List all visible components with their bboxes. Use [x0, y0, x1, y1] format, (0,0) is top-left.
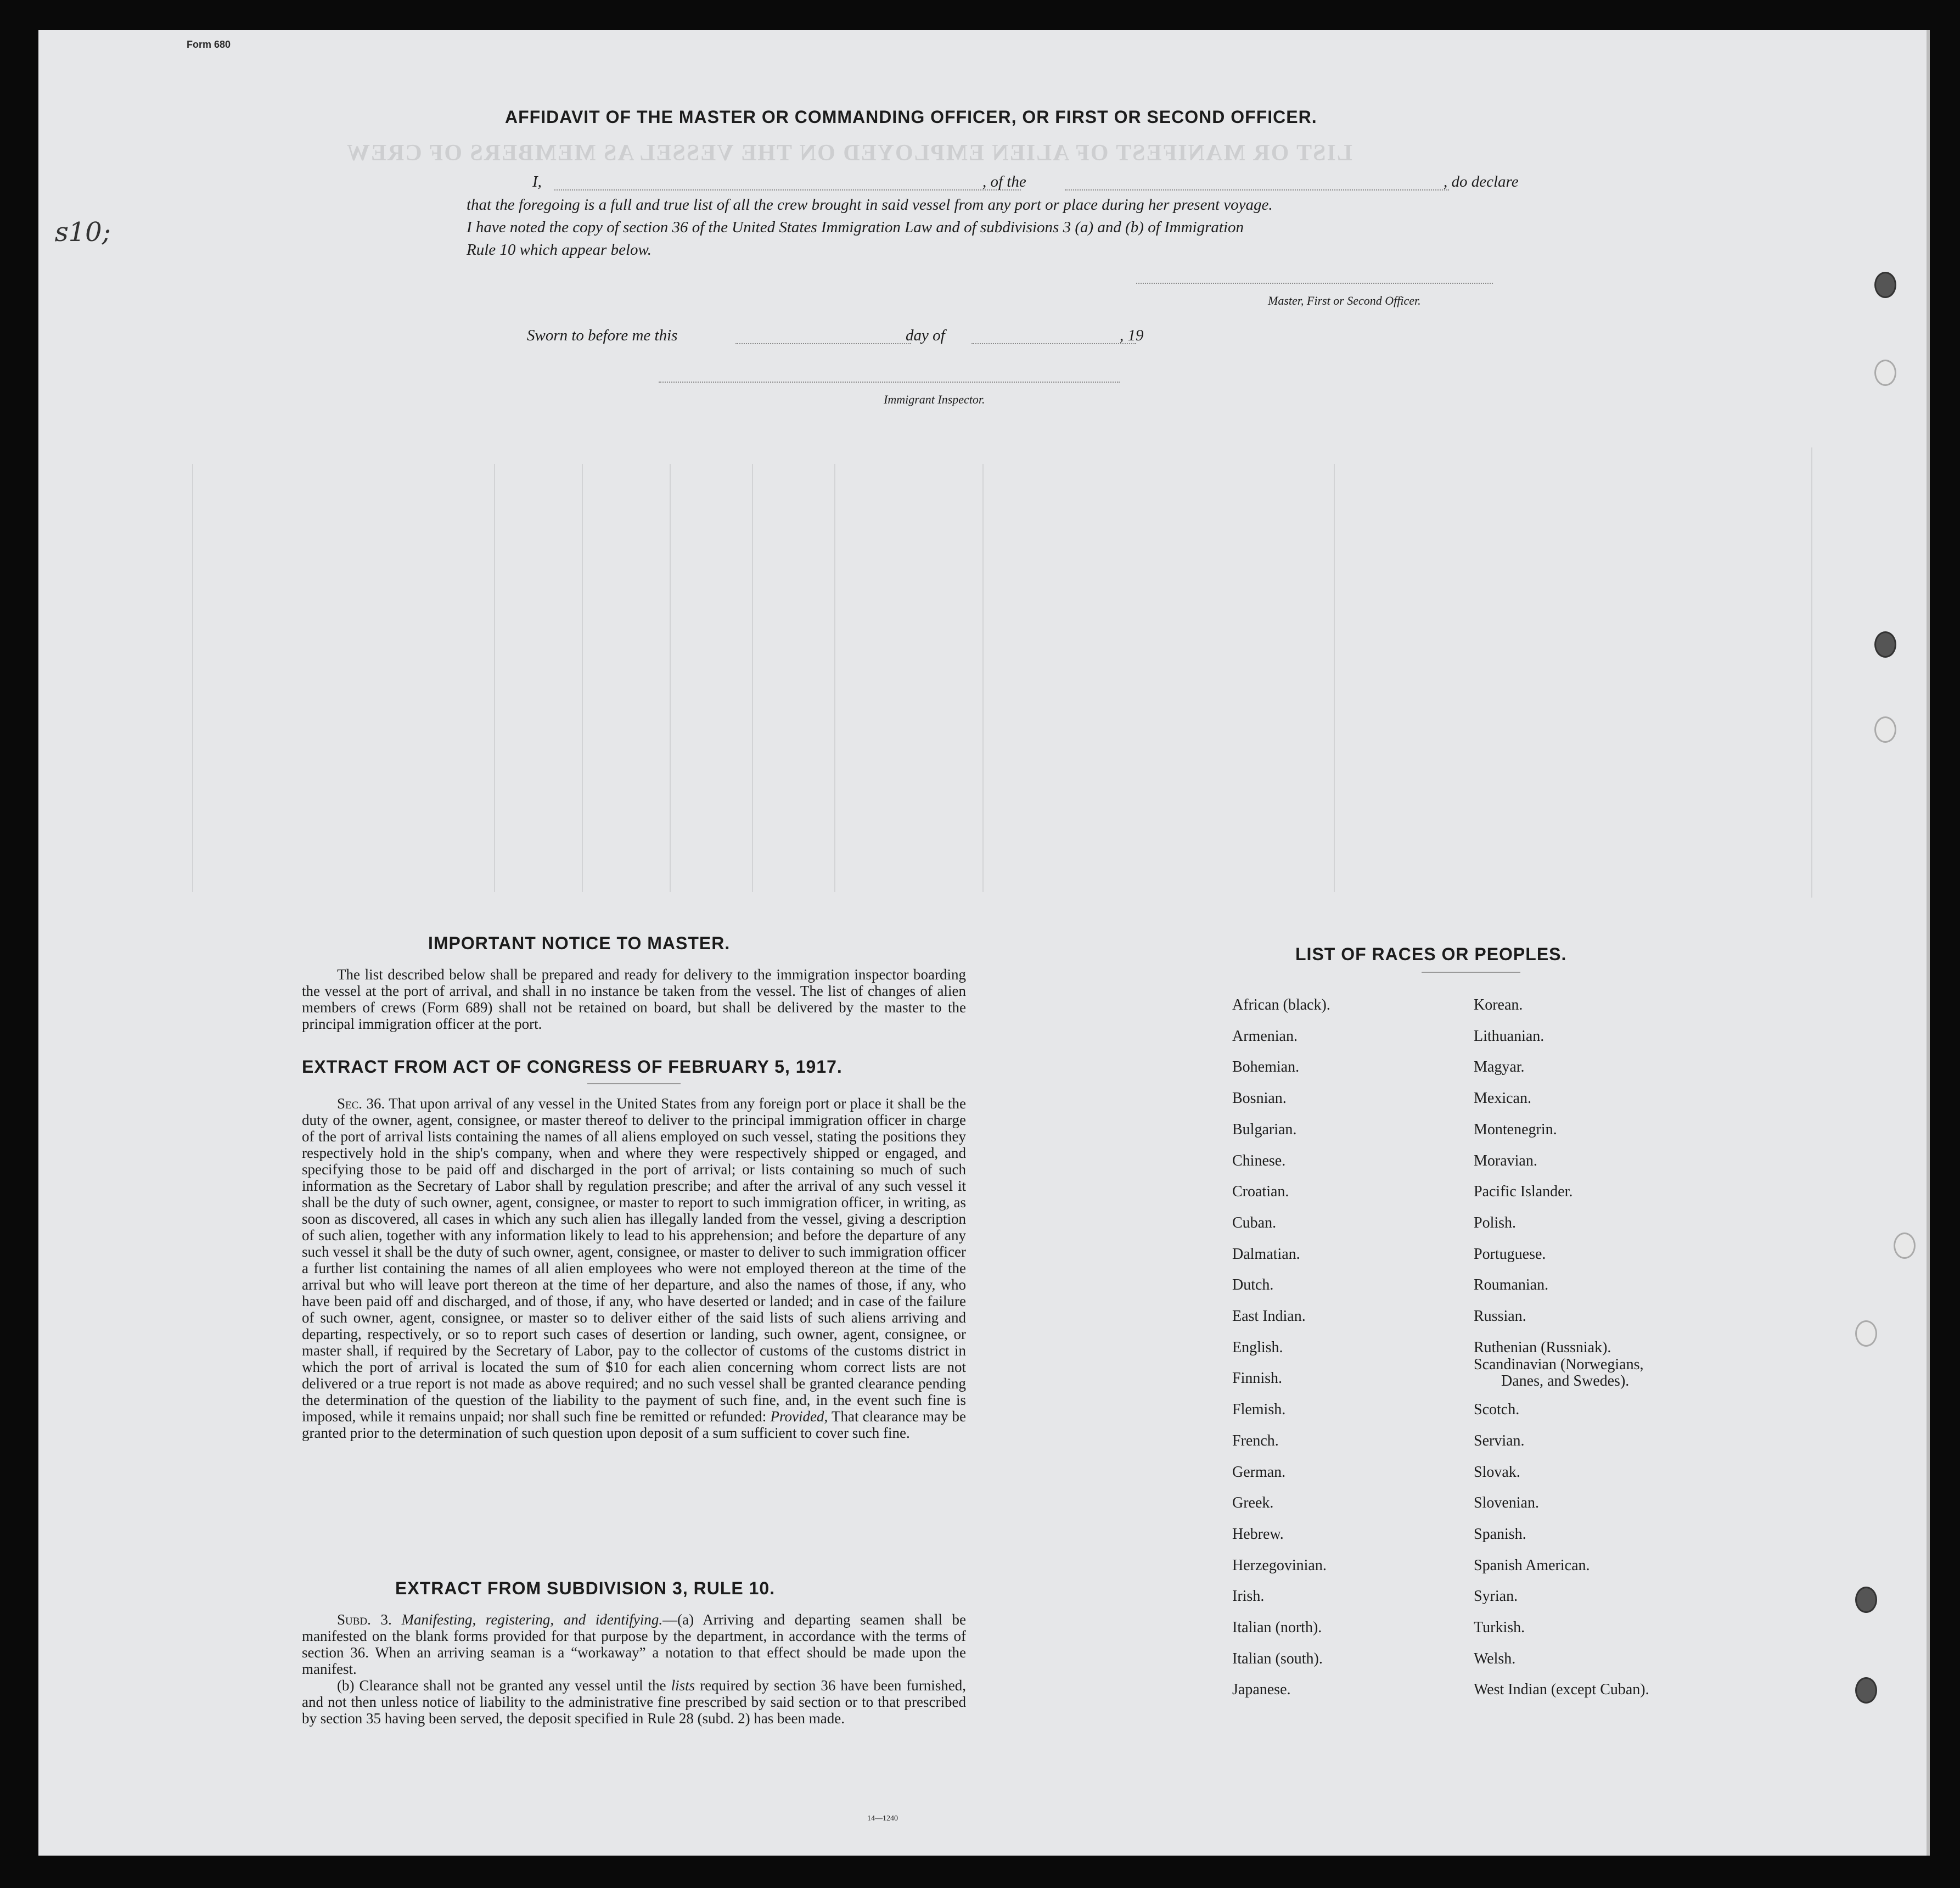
binder-hole — [1874, 272, 1896, 298]
rule-text-a: —(a) Arriving and departing seamen shall be manifested on the blank forms provided for that purpose by the department, in accordance with the terms of section 36. When an arriving seaman is a “workaway” a notation to that effect should be made upon the manifest. — [302, 1611, 966, 1677]
bleed-through-rule — [192, 464, 193, 892]
race-item: Greek. — [1232, 1494, 1274, 1512]
affidavit-i: I, — [532, 173, 542, 191]
master-signature-label: Master, First or Second Officer. — [1268, 294, 1421, 307]
rule-paragraph-b — [302, 1677, 966, 1727]
rule-text-lists: lists — [671, 1677, 695, 1694]
race-item: German. — [1232, 1463, 1286, 1481]
binder-hole — [1874, 631, 1896, 658]
race-item: Croatian. — [1232, 1183, 1289, 1201]
race-item: Pacific Islander. — [1474, 1183, 1573, 1201]
race-item: Russian. — [1474, 1308, 1526, 1325]
sworn-month-blank[interactable] — [971, 343, 1136, 344]
race-item: Dalmatian. — [1232, 1245, 1300, 1263]
bleed-through-rule — [834, 464, 835, 892]
race-item: English. — [1232, 1338, 1283, 1356]
race-item: Italian (south). — [1232, 1650, 1323, 1667]
binder-hole — [1874, 716, 1896, 743]
bleed-through-rule — [1334, 464, 1335, 892]
race-item: Korean. — [1474, 996, 1523, 1013]
race-item: African (black). — [1232, 996, 1330, 1013]
sec-label: Sec. 36. — [337, 1095, 385, 1112]
race-item: Flemish. — [1232, 1401, 1286, 1419]
race-item: Hebrew. — [1232, 1525, 1284, 1543]
bleed-through-rule — [752, 464, 753, 892]
race-item: Irish. — [1232, 1588, 1265, 1605]
inspector-signature-line[interactable] — [659, 382, 1120, 383]
act-paragraph — [302, 1095, 966, 1441]
bleed-through-heading: LIST OR MANIFEST OF ALIEN EMPLOYED ON THE VESSEL AS MEMBERS OF CREW — [346, 141, 1352, 166]
race-item: Italian (north). — [1232, 1619, 1322, 1636]
race-item: Turkish. — [1474, 1619, 1525, 1636]
name-blank[interactable] — [554, 189, 1021, 191]
binder-hole — [1855, 1320, 1877, 1347]
race-item: Armenian. — [1232, 1027, 1298, 1045]
affidavit-line4: Rule 10 which appear below. — [467, 241, 652, 259]
race-item: Roumanian. — [1474, 1276, 1549, 1294]
race-item: Montenegrin. — [1474, 1121, 1557, 1138]
rule-paragraph-a — [302, 1611, 966, 1677]
race-item: East Indian. — [1232, 1308, 1306, 1325]
print-code: 14—1240 — [867, 1814, 898, 1823]
bleed-through-rule — [982, 464, 984, 892]
race-item: Danes, and Swedes). — [1501, 1372, 1630, 1390]
race-item: Finnish. — [1232, 1370, 1283, 1387]
year-text: , 19 — [1120, 327, 1144, 344]
race-item: Scandinavian (Norwegians, — [1474, 1355, 1644, 1373]
act-provided: Provided, — [770, 1408, 828, 1425]
affidavit-of-the: , of the — [982, 173, 1026, 191]
subd-heading: Manifesting, registering, and identifying. — [401, 1611, 663, 1628]
act-extract-text — [302, 1095, 966, 1441]
race-item: Portuguese. — [1474, 1245, 1546, 1263]
vessel-blank[interactable] — [1065, 189, 1449, 191]
notice-text: The list described below shall be prepared and ready for delivery to the immigration inspector boarding the vessel at the port of arrival, and shall in no instance be taken from the vessel. The list of changes of alien members of crews (Form 689) shall not be retained on board, but shall be delivered by the master to the principal immigration officer at the port. — [302, 966, 966, 1032]
race-item: French. — [1232, 1432, 1279, 1449]
bleed-through-rule — [1811, 447, 1812, 898]
race-item: Bohemian. — [1232, 1058, 1300, 1076]
bleed-through-rule — [670, 464, 671, 892]
race-item: Slovak. — [1474, 1463, 1520, 1481]
affidavit-line2: that the foregoing is a full and true list of all the crew brought in said vessel from any port or place during her present voyage. — [467, 196, 1273, 214]
inspector-label: Immigrant Inspector. — [884, 393, 985, 406]
race-item: Bulgarian. — [1232, 1121, 1297, 1138]
races-title: LIST OF RACES OR PEOPLES. — [1295, 944, 1567, 964]
binder-hole — [1855, 1587, 1877, 1613]
day-of-text: day of — [906, 327, 945, 344]
race-item: Moravian. — [1474, 1152, 1537, 1169]
sworn-text: Sworn to before me this — [527, 327, 678, 344]
race-item: Cuban. — [1232, 1214, 1277, 1231]
race-item: Dutch. — [1232, 1276, 1274, 1294]
affidavit-title: AFFIDAVIT OF THE MASTER OR COMMANDING OFFICER, OR FIRST OR SECOND OFFICER. — [505, 107, 1317, 127]
race-item: Japanese. — [1232, 1681, 1291, 1699]
bleed-through-rule — [582, 464, 583, 892]
master-signature-line[interactable] — [1136, 283, 1493, 284]
notice-title: IMPORTANT NOTICE TO MASTER. — [428, 933, 731, 953]
affidavit-declare: , do declare — [1444, 173, 1519, 191]
race-item: Ruthenian (Russniak). — [1474, 1338, 1611, 1356]
race-item: Scotch. — [1474, 1401, 1520, 1419]
race-item: Slovenian. — [1474, 1494, 1539, 1512]
form-number: Form 680 — [187, 39, 231, 50]
race-item: Syrian. — [1474, 1588, 1518, 1605]
binder-hole — [1855, 1677, 1877, 1704]
race-item: Servian. — [1474, 1432, 1525, 1449]
binder-hole — [1894, 1232, 1916, 1259]
race-item: Chinese. — [1232, 1152, 1286, 1169]
race-item: Lithuanian. — [1474, 1027, 1545, 1045]
bleed-through-rule — [494, 464, 495, 892]
race-item: West Indian (except Cuban). — [1474, 1681, 1649, 1699]
margin-handwritten-note: ꜱ10; — [55, 217, 111, 248]
subd-label: Subd. 3. — [337, 1611, 392, 1628]
title-rule — [1422, 972, 1520, 973]
race-item: Herzegovinian. — [1232, 1556, 1327, 1574]
race-item: Polish. — [1474, 1214, 1517, 1231]
race-item: Bosnian. — [1232, 1090, 1287, 1107]
affidavit-line3: I have noted the copy of section 36 of the United States Immigration Law and of subdivisions 3 (a) and (b) of Immigration — [467, 219, 1244, 236]
binder-hole — [1874, 360, 1896, 386]
title-rule — [587, 1083, 681, 1084]
sworn-day-blank[interactable] — [735, 343, 911, 344]
race-item: Welsh. — [1474, 1650, 1516, 1667]
race-item: Spanish. — [1474, 1525, 1526, 1543]
notice-text-block — [302, 966, 966, 1032]
rule-text-b1: (b) Clearance shall not be granted any vessel until the — [337, 1677, 666, 1694]
document-page — [38, 30, 1930, 1856]
act-text-a: That upon arrival of any vessel in the United States from any foreign port or place it shall be the duty of the owner, agent, consignee, or master thereof to deliver to the principal immigration officer in charge of the port of arrival lists containing the names of all aliens employed on such vessel, stating the positions they respectively hold in the ship's company, when and where they were respectively shipped or engaged, and specifying those to be paid off and discharged in the port of arrival; or lists containing so much of such information as the Secretary of Labor shall by regulation prescribe; and after the arrival of any such vessel it shall be the duty of such owner, agent, consignee, or master to report to such immigration officer, in writing, as soon as discovered, all cases in which any such alien has illegally landed from the vessel, giving a description of such alien, together with any information likely to lead to his apprehension; and before the departure of any such vessel it shall be the duty of such owner, agent, consignee, or master to deliver to such immigration officer a further list containing the names of all alien employees who were not employed thereon at the time of the arrival but who will leave port thereon at the time of her departure, and also the names of those, if any, who have been paid off and discharged, and of those, if any, who have deserted or landed; and in case of the failure of such owner, agent, consignee, or master so to deliver either of the said lists of such aliens arriving and departing, respectively, or so to report such cases of desertion or landing, such owner, agent, consignee, or master shall, if required by the Secretary of Labor, pay to the collector of customs of the customs district in which the port of arrival is located the sum of $10 for each alien concerning whom correct lists are not delivered or a true report is not made as above required; and no such vessel shall be granted clearance pending the determination of the question of the liability to the payment of such fine, and, in the event such fine is imposed, while it remains unpaid; nor shall such fine be remitted or refunded: — [302, 1095, 966, 1425]
race-item: Magyar. — [1474, 1058, 1525, 1076]
rule-extract-title: EXTRACT FROM SUBDIVISION 3, RULE 10. — [395, 1578, 776, 1598]
race-item: Spanish American. — [1474, 1556, 1590, 1574]
race-item: Mexican. — [1474, 1090, 1531, 1107]
act-text-b: That clearance may be granted prior to the determination of such question upon deposit of a sum sufficient to cover such fine. — [302, 1408, 967, 1441]
rule-extract-text — [302, 1611, 966, 1727]
act-extract-title: EXTRACT FROM ACT OF CONGRESS OF FEBRUARY 5, 1917. — [302, 1057, 843, 1077]
rule-text-b2: required by section 36 have been furnished, and not then unless notice of liability to the administrative fine prescribed by said section or to that prescribed by section 35 having been served, the deposit specified in Rule 28 (subd. 2) has been made. — [302, 1677, 967, 1727]
